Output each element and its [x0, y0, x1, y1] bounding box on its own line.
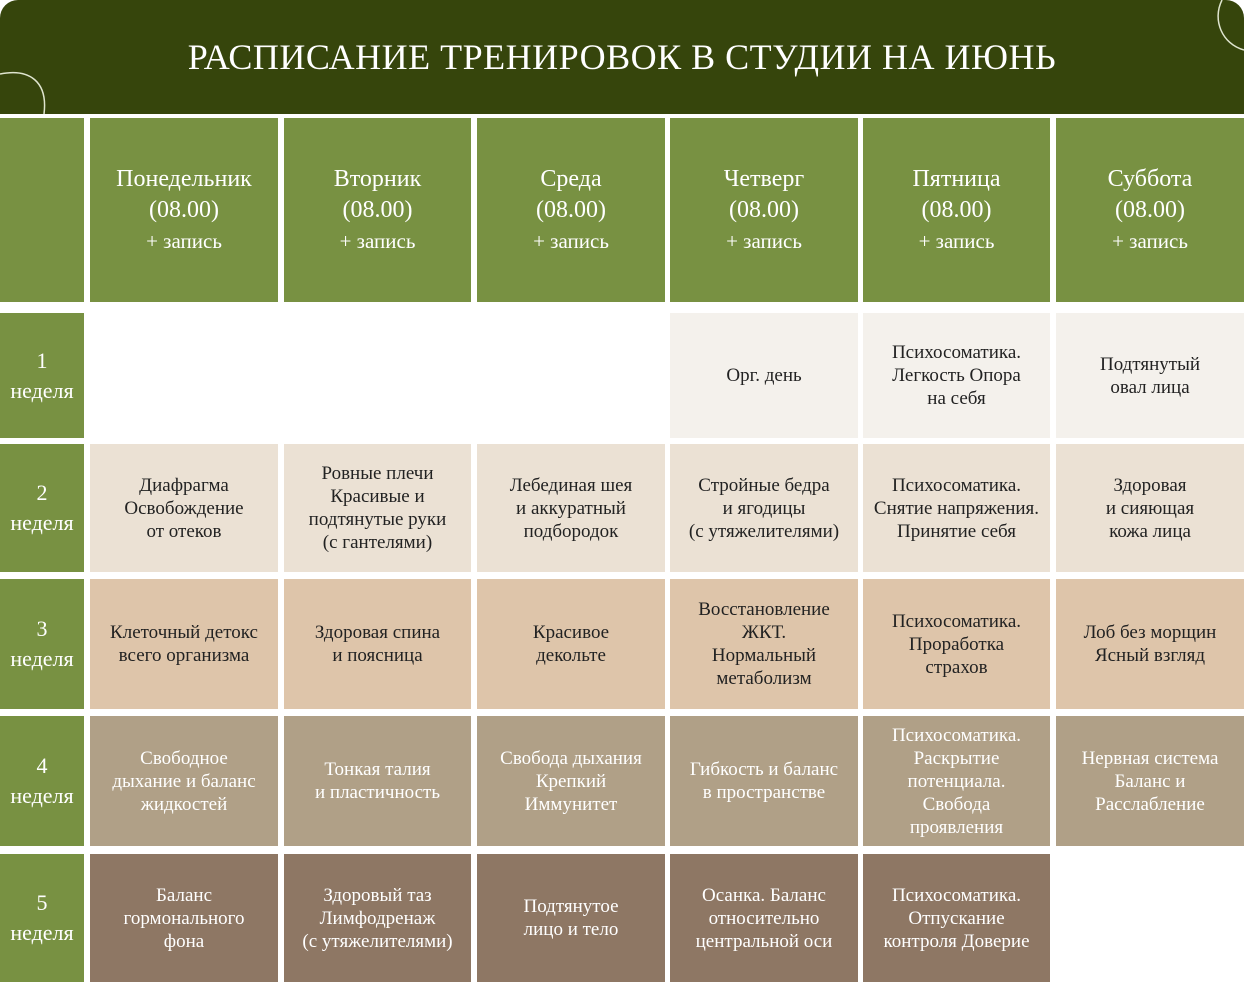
- class-cell: [90, 854, 278, 982]
- class-cell: [477, 716, 665, 846]
- class-text-line: и поясница: [332, 645, 423, 666]
- day-note: + запись: [1112, 228, 1188, 253]
- class-text-line: Здоровый таз: [323, 884, 432, 906]
- class-text-line: относительно: [708, 907, 820, 929]
- empty-cell: [477, 313, 665, 438]
- class-cell: [1056, 444, 1244, 572]
- class-text-line: контроля Доверие: [883, 930, 1030, 952]
- day-name: Пятница: [912, 165, 1001, 192]
- class-text-line: Ясный взгляд: [1094, 645, 1206, 666]
- class-text-line: декольте: [536, 645, 606, 666]
- class-cell: [1056, 716, 1244, 846]
- class-text-line: Баланс: [155, 884, 213, 906]
- week-word: неделя: [10, 783, 74, 808]
- class-cell: [863, 579, 1050, 709]
- class-text-line: кожа лица: [1109, 520, 1191, 542]
- week-number: 3: [36, 616, 48, 641]
- class-text-line: на себя: [927, 388, 986, 409]
- class-cell: [90, 444, 278, 572]
- week-number: 2: [36, 480, 48, 505]
- class-text-line: Лимфодренаж: [319, 907, 436, 929]
- class-text-line: Проработка: [908, 633, 1005, 655]
- week-label: [0, 579, 84, 709]
- class-cell: [90, 579, 278, 709]
- class-text-line: Психосоматика.: [891, 474, 1022, 496]
- class-cell: [1056, 579, 1244, 709]
- class-text-line: Принятие себя: [897, 520, 1016, 542]
- class-text-line: Красивые и: [330, 486, 425, 507]
- class-text-line: Освобождение: [124, 497, 244, 519]
- week-word: неделя: [10, 920, 74, 945]
- day-name: Среда: [540, 165, 602, 192]
- class-text-line: Психосоматика.: [891, 724, 1022, 746]
- class-cell: [284, 444, 471, 572]
- class-text-line: Свобода дыхания: [500, 747, 642, 769]
- day-note: + запись: [918, 228, 995, 253]
- class-text-line: Подтянутый: [1099, 353, 1201, 375]
- class-text-line: ЖКТ.: [741, 622, 787, 643]
- class-text-line: Нормальный: [711, 645, 817, 666]
- class-text-line: и пластичность: [314, 782, 440, 803]
- class-text-line: Свободное: [140, 747, 228, 769]
- class-text-line: Лоб без морщин: [1083, 622, 1217, 643]
- class-text-line: подбородок: [523, 520, 619, 542]
- class-text-line: Здоровая: [1113, 474, 1187, 496]
- class-cell: [90, 716, 278, 846]
- class-text-line: (с гантелями): [322, 532, 433, 553]
- day-time: (08.00): [1115, 196, 1185, 223]
- week-label: [0, 854, 84, 982]
- class-text-line: Баланс и: [1114, 770, 1186, 792]
- day-time: (08.00): [149, 196, 219, 223]
- class-cell: [284, 579, 471, 709]
- page-title: РАСПИСАНИЕ ТРЕНИРОВОК В СТУДИИ НА ИЮНЬ: [187, 37, 1057, 77]
- class-text-line: Клеточный детокс: [110, 622, 258, 643]
- class-text-line: гормонального: [123, 907, 245, 929]
- empty-cell: [90, 313, 278, 438]
- week-label: [0, 444, 84, 572]
- class-text-line: Осанка. Баланс: [702, 884, 826, 906]
- day-time: (08.00): [342, 196, 413, 223]
- class-cell: [863, 444, 1050, 572]
- class-text-line: Иммунитет: [524, 793, 618, 815]
- class-text-line: в пространстве: [702, 782, 826, 803]
- class-cell: [284, 716, 471, 846]
- day-header: [863, 118, 1050, 302]
- class-text-line: Подтянутое: [523, 896, 619, 917]
- class-text-line: подтянутые руки: [308, 509, 447, 530]
- class-text-line: Раскрытие: [913, 747, 1000, 769]
- day-name: Понедельник: [116, 165, 252, 192]
- day-header: [670, 118, 858, 302]
- class-text-line: Нервная система: [1081, 747, 1219, 769]
- day-note: + запись: [533, 228, 609, 253]
- class-text-line: всего организма: [118, 645, 250, 666]
- class-text-line: Диафрагма: [139, 474, 229, 496]
- class-text-line: фона: [163, 930, 205, 952]
- class-text-line: и сияющая: [1105, 497, 1195, 519]
- class-text-line: потенциала.: [907, 770, 1006, 792]
- class-text-line: Снятие напряжения.: [873, 497, 1040, 519]
- class-text-line: Свобода: [922, 793, 991, 815]
- class-text-line: Крепкий: [535, 770, 607, 792]
- class-text-line: и аккуратный: [516, 497, 626, 519]
- class-cell: [284, 854, 471, 982]
- day-header: [477, 118, 665, 302]
- class-text-line: Орг. день: [726, 365, 802, 386]
- day-name: Суббота: [1107, 165, 1193, 192]
- class-text-line: Ровные плечи: [321, 463, 434, 484]
- class-text-line: Лебединая шея: [509, 474, 633, 496]
- class-text-line: Легкость Опора: [892, 365, 1021, 386]
- class-text-line: дыхание и баланс: [112, 770, 256, 792]
- week-label: [0, 313, 84, 438]
- week-number: 1: [36, 347, 48, 373]
- class-text-line: Гибкость и баланс: [689, 759, 839, 780]
- class-text-line: Расслабление: [1095, 793, 1205, 815]
- day-name: Четверг: [723, 165, 805, 192]
- day-header: [90, 118, 278, 302]
- class-text-line: от отеков: [146, 520, 222, 542]
- class-cell: [477, 854, 665, 982]
- class-text-line: центральной оси: [695, 930, 833, 952]
- class-text-line: страхов: [925, 656, 988, 678]
- day-name: Вторник: [333, 165, 422, 192]
- week-number: 4: [36, 753, 48, 778]
- week-number: 5: [36, 890, 48, 915]
- class-text-line: Восстановление: [698, 599, 830, 620]
- day-note: + запись: [146, 228, 222, 253]
- class-text-line: лицо и тело: [523, 919, 619, 940]
- class-text-line: метаболизм: [716, 668, 812, 689]
- week-label: [0, 716, 84, 846]
- class-cell: [670, 579, 858, 709]
- class-text-line: Психосоматика.: [891, 342, 1022, 363]
- class-text-line: Красивое: [532, 622, 610, 643]
- day-note: + запись: [339, 228, 416, 253]
- corner-cell: [0, 118, 84, 302]
- class-cell: [863, 854, 1050, 982]
- class-cell: [477, 579, 665, 709]
- empty-cell: [284, 313, 471, 438]
- title-banner: [0, 0, 1244, 114]
- empty-cell: [1056, 854, 1244, 982]
- class-cell: [670, 716, 858, 846]
- day-header: [284, 118, 471, 302]
- class-cell: [670, 313, 858, 438]
- day-header: [1056, 118, 1244, 302]
- week-word: неделя: [10, 510, 74, 535]
- class-text-line: овал лица: [1110, 376, 1190, 398]
- class-text-line: проявления: [909, 816, 1004, 838]
- class-text-line: Психосоматика.: [891, 884, 1022, 906]
- class-text-line: Стройные бедра: [698, 474, 830, 496]
- class-cell: [863, 313, 1050, 438]
- class-text-line: Тонкая талия: [324, 759, 431, 780]
- week-word: неделя: [10, 646, 74, 671]
- class-text-line: (с утяжелителями): [688, 520, 840, 542]
- class-cell: [863, 716, 1050, 846]
- class-text-line: жидкостей: [140, 793, 228, 815]
- class-text-line: Психосоматика.: [891, 610, 1022, 632]
- class-cell: [1056, 313, 1244, 438]
- class-text-line: Отпускание: [908, 907, 1005, 929]
- day-note: + запись: [726, 228, 802, 253]
- day-time: (08.00): [729, 196, 799, 223]
- class-cell: [477, 444, 665, 572]
- day-time: (08.00): [536, 196, 606, 223]
- class-cell: [670, 444, 858, 572]
- class-text-line: (с утяжелителями): [302, 930, 453, 952]
- class-text-line: и ягодицы: [722, 497, 806, 519]
- week-word: неделя: [10, 377, 74, 403]
- class-cell: [670, 854, 858, 982]
- class-text-line: Здоровая спина: [314, 622, 441, 643]
- day-time: (08.00): [921, 196, 992, 223]
